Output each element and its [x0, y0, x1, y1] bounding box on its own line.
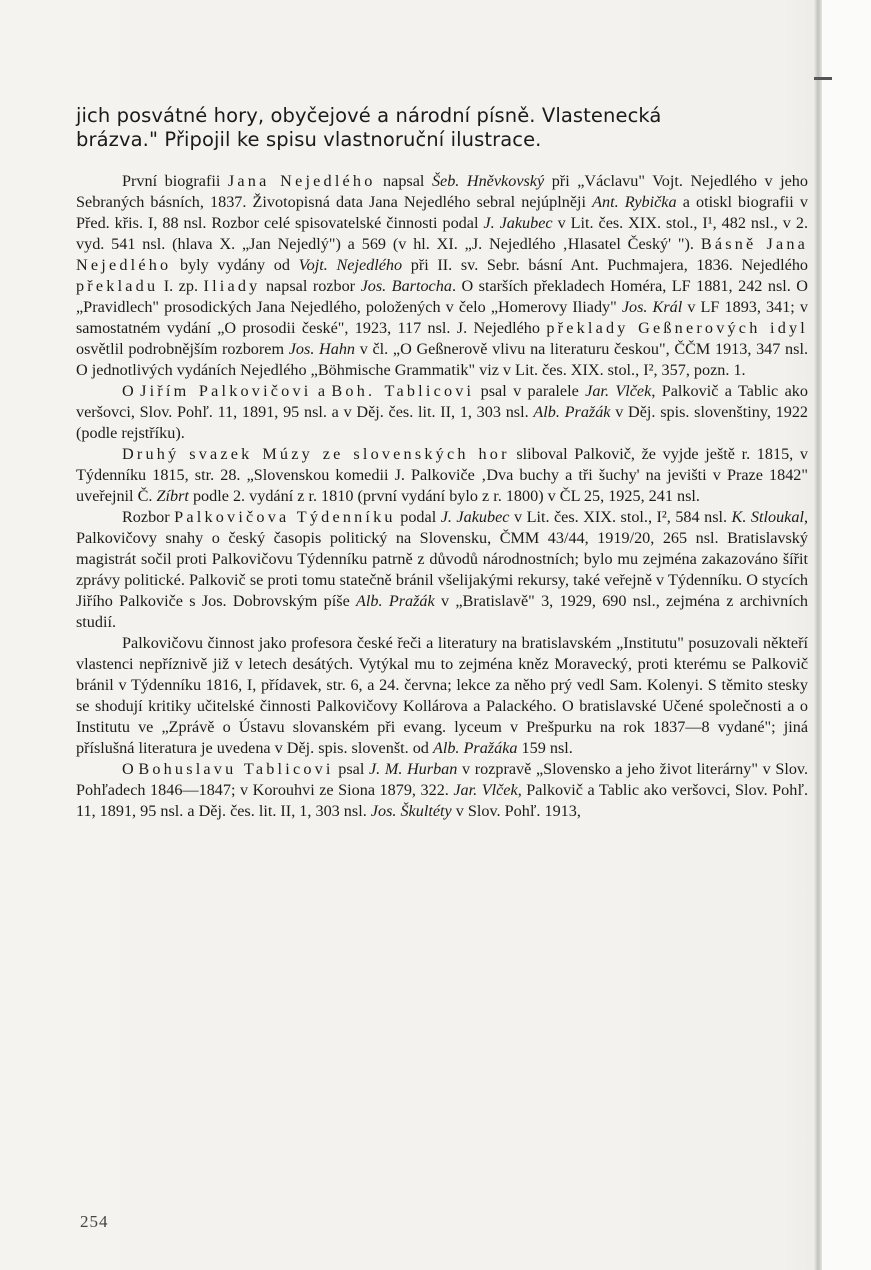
emphasized-title: Bohuslavu Tablicovi [138, 760, 334, 778]
emphasized-title: překlady Geßnerových idyl [546, 319, 808, 337]
author-name: Alb. Pražáka [432, 739, 518, 757]
author-name: J. M. Hurban [368, 760, 458, 778]
text-run: při II. sv. Sebr. básní Ant. Puchmajera, 1836. Nejedlého [402, 256, 809, 274]
author-name: Jos. Bartocha [360, 277, 452, 295]
paragraph-palkovic-tablic [76, 381, 808, 444]
text-run: v rozpravě „Slovensko a jeho život literárny" v Slov. Pohľadech 1846—1847; v Korouhvi ze Siona 1879, 322. [76, 760, 808, 799]
text-run: v Děj. spis. slovenštiny, 1922 (podle rejstříku). [76, 403, 809, 442]
author-name: Zíbrt [156, 487, 189, 505]
author-name: K. Stloukal [731, 508, 804, 526]
paragraph-tablic [76, 759, 808, 822]
paragraph-institut [76, 633, 808, 759]
author-name: Šeb. Hněvkovský [431, 172, 545, 190]
text-run: O [122, 760, 139, 778]
emphasized-title: Jiřím Palkovičovi [140, 382, 312, 400]
text-run: I. zp. [158, 277, 204, 295]
emphasized-title: Palkovičova Týdenníku [174, 508, 396, 526]
text-run: , Palkovič a Tablic ako veršovci, Slov. Pohľ. 11, 1891, 95 nsl. a v Děj. čes. lit. II, 1, 303 nsl. [76, 382, 808, 421]
author-name: J. Jakubec [483, 214, 553, 232]
author-name: Jos. Škultéty [370, 802, 452, 820]
lead-text [76, 104, 808, 152]
paragraph-muza [76, 444, 808, 507]
text-run: sliboval Palkovič, že vyjde ještě r. 1815, v Týdenníku 1815, str. 28. „Slovenskou komedii J. Palkoviče ‚Dva buchy a tři šuchy' na jevišti v Praze 1842" uveřejnil Č. [76, 445, 808, 505]
text-run: a otiskl biografii v Před. křis. I, 88 nsl. Rozbor celé spisovatelské činnosti podal [76, 193, 808, 232]
text-run: psal v paralele [474, 382, 586, 400]
lead-line-1: jich posvátné hory, obyčejové a národní písně. Vlastenecká [76, 104, 662, 127]
text-run: byly vydány od [171, 256, 299, 274]
author-name: J. Jakubec [440, 508, 510, 526]
text-run: v Lit. čes. XIX. stol., I¹, 482 nsl., v 2. vyd. 541 nsl. (hlava X. „Jan Nejedlý") a 569 (v hl. XI. „J. Nejedlého ‚Hlasatel Český' "). [76, 214, 808, 253]
text-run: osvětlil podrobnějším rozborem [76, 340, 289, 358]
text-run: v Slov. Pohľ. 1913, [451, 802, 581, 820]
page-edge [822, 0, 871, 1270]
emphasized-title: Iliady [203, 277, 261, 295]
text-run: , Palkovič a Tablic ako veršovci, Slov. Pohľ. 11, 1891, 95 nsl. a Děj. čes. lit. II, 1, 303 nsl. [76, 781, 808, 820]
author-name: Jos. Hahn [288, 340, 356, 358]
text-run: v Lit. čes. XIX. stol., I², 584 nsl. [509, 508, 732, 526]
text-run: První biografii [122, 172, 228, 190]
emphasized-title: Jana Nejedlého [227, 172, 376, 190]
text-run: v LF 1893, 341; v samostatném vydání „O prosodii české", 1923, 117 nsl. J. Nejedlého [76, 298, 808, 337]
emphasized-title: Básně Jana Nejedlého [76, 235, 809, 274]
text-run: 159 nsl. [517, 739, 573, 757]
page-gutter-shadow [814, 0, 822, 1270]
text-run: , Palkovičovy snahy o český časopis politický na Slovensku, ČMM 43/44, 1919/20, 265 nsl. Bratislavský magistrát sočil proti Palkovičovu Týdenníku patrně z důvodů národnostních; bylo mu zejména zakazováno šířit zprávy politické. Palkovič se proti tomu statečně bránil všelijakými rekursy, také veřejně v Týdenníku. O stycích Jiřího Palkoviče s Jos. Dobrovským píše [76, 508, 808, 610]
emphasized-title: Druhý svazek Múzy ze slovenských hor [122, 445, 510, 463]
binding-mark [814, 77, 832, 80]
text-run: v čl. „O Geßnerově vlivu na literaturu českou", ČČM 1913, 347 nsl. O jednotlivých vydáních Nejedlého „Böhmische Grammatik" viz v Lit. čes. XIX. stol., I², 357, pozn. 1. [76, 340, 808, 379]
text-run: při „Václavu" Vojt. Nejedlého v jeho Sebraných básních, 1837. Životopisná data Jana Nejedlého sebral nejúplněji [76, 172, 808, 211]
text-run: napsal rozbor [260, 277, 361, 295]
body-text [76, 104, 808, 822]
author-name: Alb. Pražák [356, 592, 435, 610]
text-run: Palkovičovu činnost jako profesora české řeči a literatury na bratislavském „Institutu" posuzovali někteří vlastenci nepříznivě již v letech desátých. Vytýkal mu to zejména kněz Moravecký, proti kterému se Palkovič bránil v Týdenníku 1816, I, přídavek, str. 6, a 24. června; lekce za něho prý vedl Sam. Kolenyi. S těmito stesky se shodují kritiky učitelské činnosti Palkovičovy Kollárova a Palackého. O bratislavské Učené společnosti a o Institutu ve „Zprávě o Ústavu slovanském při evang. lyceum v Prešpurku na rok 1837—8 vydané"; jiná příslušná literatura je uvedena v Děj. spis. slovenšt. od [76, 634, 808, 757]
text-run: a [311, 382, 332, 400]
text-run: napsal [375, 172, 432, 190]
text-run: O [122, 382, 141, 400]
text-run: psal [333, 760, 369, 778]
text-run: Rozbor [122, 508, 175, 526]
text-run: podal [395, 508, 441, 526]
text-run: podle 2. vydání z r. 1810 (první vydání bylo z r. 1800) v ČL 25, 1925, 241 nsl. [188, 487, 700, 505]
emphasized-title: překladu [76, 277, 159, 295]
paragraph-tydennik [76, 507, 808, 633]
author-name: Jar. Vlček [585, 382, 652, 400]
author-name: Jos. Král [621, 298, 683, 316]
author-name: Alb. Pražák [533, 403, 611, 421]
author-name: Ant. Rybička [592, 193, 677, 211]
author-name: Jar. Vlček [453, 781, 518, 799]
paragraph-nejedly [76, 171, 808, 381]
page-number: 254 [80, 1212, 109, 1231]
lead-line-2: brázva." Připojil ke spisu vlastnoruční ilustrace. [76, 128, 542, 151]
text-run: v „Bratislavě" 3, 1929, 690 nsl., zejména z archivních studií. [76, 592, 809, 631]
emphasized-title: Boh. Tablicovi [331, 382, 475, 400]
text-run: . O starších překladech Homéra, LF 1881, 242 nsl. O „Pravidlech" prosodických Jana Nejedlého, položených v čelo „Homerovy Iliady" [76, 277, 809, 316]
author-name: Vojt. Nejedlého [298, 256, 403, 274]
